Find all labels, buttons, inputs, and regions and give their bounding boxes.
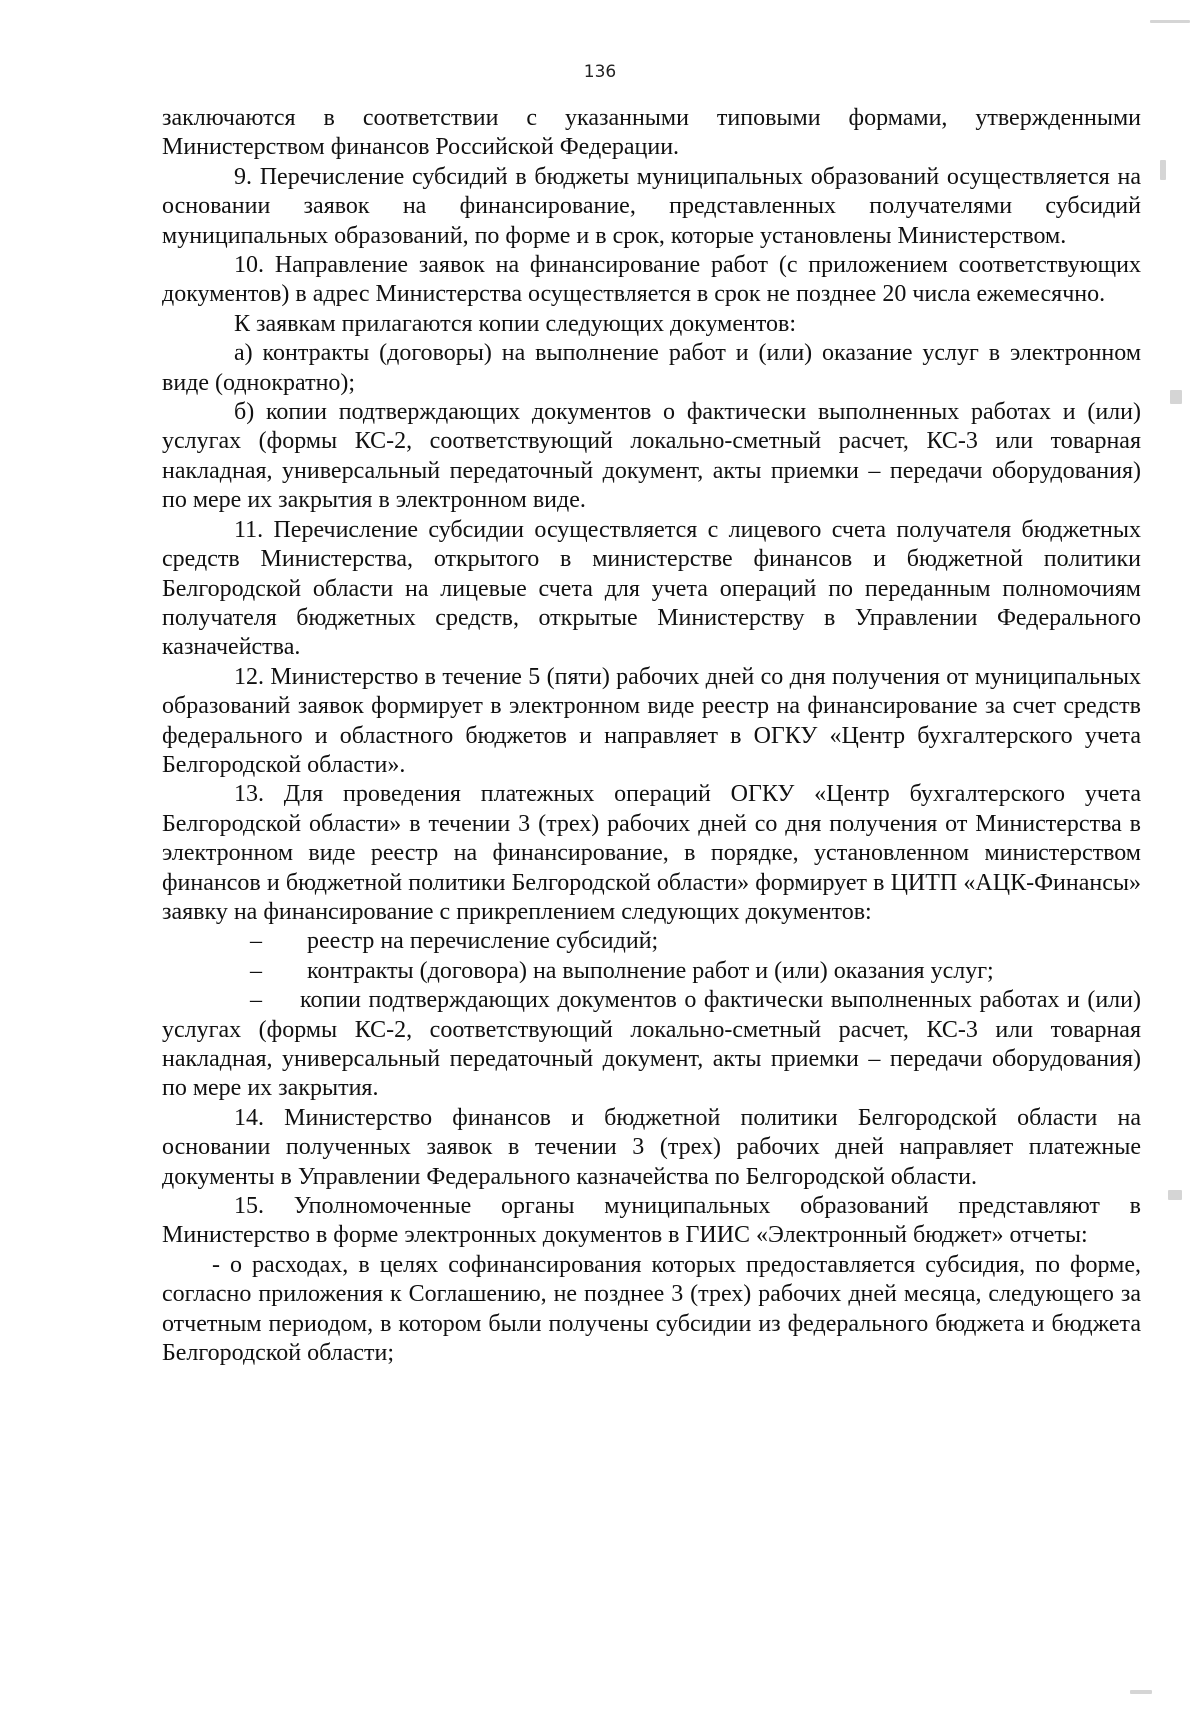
dash-list-item [162, 957, 1141, 986]
page-number: 136 [583, 62, 617, 82]
dash-marker: – [250, 957, 262, 984]
dash-list-item-long [162, 986, 1141, 1104]
dash-item-text: реестр на перечисление субсидий; [307, 928, 659, 955]
dash-item-text: копии подтверждающих документов о фактически выполненных работах и (или) услугах (формы КС-2, соответствующий локально-сметный расчет, КС-3 или товарная накладная, универсальный передаточный документ, акты приемки – передачи оборудования) по мере их закрытия. [162, 987, 1141, 1102]
paragraph-9: 9. Перечисление субсидий в бюджеты муниципальных образований осуществляется на основании заявок на финансирование, представленных получателями субсидий муниципальных образований, по форме и в срок, которые установлены Министерством. [162, 163, 1141, 249]
document-body [162, 104, 1141, 1368]
scan-noise [1150, 20, 1190, 23]
dash-list-item [162, 927, 1141, 956]
scan-noise [1130, 1690, 1152, 1694]
paragraph-15: 15. Уполномоченные органы муниципальных образований представляют в Министерство в форме электронных документов в ГИИС «Электронный бюджет» отчеты: [162, 1193, 1141, 1249]
paragraph-attachments-intro: К заявкам прилагаются копии следующих документов: [234, 310, 797, 337]
dash-marker: – [250, 987, 262, 1014]
scan-noise [1160, 160, 1166, 180]
dash-item-text: контракты (договора) на выполнение работ и (или) оказания услуг; [307, 957, 994, 984]
paragraph-item-b: б) копии подтверждающих документов о фактически выполненных работах и (или) услугах (формы КС-2, соответствующий локально-сметный расчет, КС-3 или товарная накладная, универсальный передаточный документ, акты приемки – передачи оборудования) по мере их закрытия в электронном виде. [162, 399, 1141, 514]
paragraph-11: 11. Перечисление субсидии осуществляется с лицевого счета получателя бюджетных средств Министерства, открытого в министерстве финансов и бюджетной политики Белгородской области на лицевые счета для учета операций по переданным полномочиям получателя бюджетных средств, открытые Министерству в Управлении Федерального казначейства. [162, 516, 1141, 661]
dash-marker: – [250, 928, 262, 955]
scan-noise [1170, 390, 1182, 404]
paragraph-item-a: а) контракты (договоры) на выполнение работ и (или) оказание услуг в электронном виде (однократно); [162, 340, 1141, 396]
paragraph-12: 12. Министерство в течение 5 (пяти) рабочих дней со дня получения от муниципальных образований заявок формирует в электронном виде реестр на финансирование за счет средств федерального и областного бюджетов и направляет в ОГКУ «Центр бухгалтерского учета Белгородской области». [162, 663, 1141, 778]
paragraph-10: 10. Направление заявок на финансирование работ (с приложением соответствующих документов) в адрес Министерства осуществляется в срок не позднее 20 числа ежемесячно. [162, 252, 1141, 308]
paragraph-14: 14. Министерство финансов и бюджетной политики Белгородской области на основании полученных заявок в течении 3 (трех) рабочих дней направляет платежные документы в Управлении Федерального казначейства по Белгородской области. [162, 1104, 1141, 1190]
paragraph-continuation: заключаются в соответствии с указанными типовыми формами, утвержденными Министерством финансов Российской Федерации. [162, 105, 1141, 161]
scan-noise [1168, 1190, 1182, 1200]
paragraph-13: 13. Для проведения платежных операций ОГКУ «Центр бухгалтерского учета Белгородской области» в течении 3 (трех) рабочих дней со дня получения от Министерства в электронном виде реестр на финансирование, в порядке, установленном министерством финансов и бюджетной политики Белгородской области» формирует в ЦИТП «АЦК-Финансы» заявку на финансирование с прикреплением следующих документов: [162, 781, 1141, 925]
paragraph-report-expenses: - о расходах, в целях софинансирования которых предоставляется субсидия, по форме, согласно приложения к Соглашению, не позднее 3 (трех) рабочих дней месяца, следующего за отчетным периодом, в котором были получены субсидии из федерального бюджета и бюджета Белгородской области; [162, 1251, 1141, 1367]
